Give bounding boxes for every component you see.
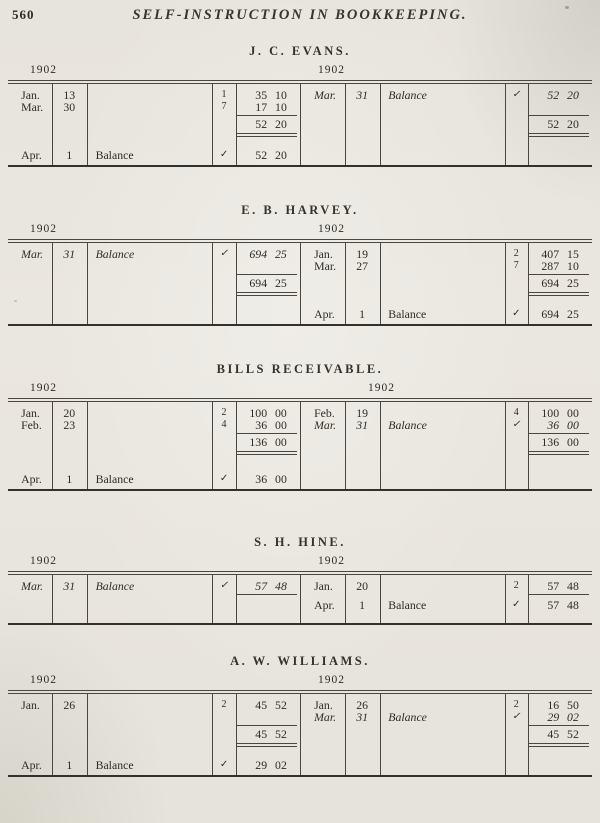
double-rule — [528, 451, 589, 455]
account-title: E. B. HARVEY. — [241, 203, 359, 217]
amount-cell: 36 00 — [547, 418, 579, 432]
description-cell — [380, 260, 505, 272]
day-cell: 1 — [66, 148, 73, 162]
description-cell: Balance — [95, 472, 134, 486]
month-cell: Feb. — [314, 406, 335, 420]
total-rule — [236, 594, 297, 595]
column-rule — [528, 84, 529, 165]
month-cell — [301, 277, 345, 290]
amount-cell: 694 25 — [541, 307, 579, 321]
page-header-title: SELF-INSTRUCTION IN BOOKKEEPING. — [132, 7, 468, 23]
amount-cell: 287 10 — [541, 259, 579, 273]
column-rule — [380, 402, 381, 489]
description-cell — [87, 101, 213, 113]
month-cell: Jan. — [21, 698, 40, 712]
folio-cell — [505, 728, 528, 741]
amount-cell: 136 00 — [541, 435, 579, 449]
total-rule — [236, 725, 297, 726]
year-row — [0, 674, 600, 689]
double-rule — [236, 133, 297, 137]
ledger-half-credit — [300, 575, 592, 623]
month-cell: Mar. — [21, 247, 44, 261]
description-cell — [380, 277, 505, 290]
total-rule — [528, 433, 589, 434]
total-rule — [236, 115, 297, 116]
description-cell: Balance — [95, 148, 134, 162]
column-rule — [505, 575, 506, 623]
column-rule — [345, 575, 346, 623]
day-cell: 31 — [63, 579, 76, 593]
amount-cell: 52 20 — [547, 88, 579, 102]
description-cell — [87, 699, 213, 711]
description-cell: Balance — [388, 88, 427, 102]
day-cell: 26 — [63, 698, 76, 712]
month-cell: Apr. — [21, 472, 42, 486]
year-row — [0, 382, 600, 397]
folio-cell: 2 — [221, 407, 227, 418]
day-cell — [345, 728, 380, 741]
column-rule — [380, 694, 381, 775]
account-title: A. W. WILLIAMS. — [230, 654, 370, 668]
ledger-half-debit — [8, 402, 300, 489]
amount-cell: 17 10 — [255, 100, 287, 114]
ledger-half-credit — [300, 84, 592, 165]
amount-cell: 57 48 — [547, 598, 579, 612]
total-rule — [528, 274, 589, 275]
month-cell — [8, 277, 52, 290]
day-cell: 31 — [356, 418, 368, 432]
column-rule — [505, 694, 506, 775]
folio-cell — [505, 436, 528, 449]
amount-cell: 694 25 — [249, 276, 287, 290]
column-rule — [236, 694, 237, 775]
amount-cell: 16 50 — [547, 698, 579, 712]
check-mark-icon: ✓ — [512, 419, 521, 430]
column-rule — [52, 84, 53, 165]
total-rule — [528, 594, 589, 595]
ledger-half-debit — [8, 694, 300, 775]
account-section — [0, 44, 600, 167]
check-mark-icon: ✓ — [512, 308, 521, 319]
folio-cell — [212, 728, 235, 741]
year-row — [0, 555, 600, 570]
month-cell: Apr. — [314, 307, 335, 321]
month-cell: Mar. — [314, 418, 337, 432]
amount-cell: 29 02 — [547, 710, 579, 724]
scan-speck — [565, 6, 569, 9]
day-cell: 23 — [63, 418, 76, 432]
column-rule — [87, 402, 88, 489]
double-rule — [528, 292, 589, 296]
ledger-halves — [8, 243, 592, 324]
ledger-table — [8, 690, 592, 777]
amount-cell: 57 48 — [547, 579, 579, 593]
column-rule — [345, 402, 346, 489]
folio-cell — [212, 118, 235, 131]
month-cell: Jan. — [314, 698, 333, 712]
column-rule — [212, 694, 213, 775]
check-mark-icon: ✓ — [512, 711, 521, 722]
year-label-right: 1902 — [368, 382, 395, 394]
year-row — [0, 64, 600, 79]
day-cell: 27 — [356, 259, 368, 273]
day-cell: 20 — [63, 406, 76, 420]
day-cell: 20 — [356, 579, 368, 593]
day-cell: 1 — [359, 307, 366, 321]
year-label-right: 1902 — [318, 555, 345, 567]
month-cell: Mar. — [314, 710, 337, 724]
description-cell: Balance — [95, 758, 134, 772]
amount-cell: 29 02 — [255, 758, 287, 772]
column-rule — [212, 575, 213, 623]
check-mark-icon: ✓ — [219, 248, 229, 259]
month-cell — [8, 436, 52, 449]
page-header — [0, 0, 600, 31]
day-cell: 31 — [356, 88, 368, 102]
description-cell: Balance — [95, 247, 135, 261]
folio-cell: 7 — [513, 260, 519, 271]
month-cell — [8, 118, 52, 131]
check-mark-icon: ✓ — [219, 473, 229, 484]
amount-cell: 45 52 — [547, 727, 579, 741]
folio-cell — [505, 277, 528, 290]
month-cell: Jan. — [314, 247, 333, 261]
double-rule — [236, 292, 297, 296]
total-rule — [236, 433, 297, 434]
description-cell — [87, 419, 213, 431]
ledger-half-debit — [8, 84, 300, 165]
amount-cell: 694 25 — [541, 276, 579, 290]
ledger-halves — [8, 694, 592, 775]
day-cell — [345, 118, 380, 131]
column-rule — [528, 402, 529, 489]
column-rule — [52, 575, 53, 623]
column-rule — [528, 243, 529, 324]
account-section — [0, 535, 600, 625]
amount-cell: 45 52 — [255, 698, 287, 712]
year-label-left: 1902 — [30, 223, 57, 235]
day-cell: 1 — [66, 472, 73, 486]
column-rule — [212, 243, 213, 324]
month-cell: Mar. — [314, 259, 337, 273]
column-rule — [505, 243, 506, 324]
year-label-left: 1902 — [30, 674, 57, 686]
double-rule — [528, 133, 589, 137]
amount-cell: 100 00 — [249, 406, 287, 420]
folio-cell: 2 — [513, 580, 519, 591]
amount-cell: 45 52 — [255, 727, 287, 741]
account-section — [0, 362, 600, 491]
description-cell — [380, 728, 505, 741]
description-cell — [87, 89, 213, 101]
ledger-table — [8, 571, 592, 625]
ledger-half-debit — [8, 243, 300, 324]
month-cell: Jan. — [314, 579, 333, 593]
day-cell: 30 — [63, 100, 76, 114]
amount-cell: 52 20 — [255, 117, 287, 131]
folio-cell: 2 — [221, 699, 227, 710]
day-cell: 19 — [356, 406, 368, 420]
year-row — [0, 223, 600, 238]
year-label-right: 1902 — [318, 674, 345, 686]
month-cell — [301, 436, 345, 449]
day-cell — [52, 118, 87, 131]
column-rule — [528, 694, 529, 775]
folio-cell — [212, 436, 235, 449]
check-mark-icon: ✓ — [219, 149, 229, 160]
amount-cell: 35 10 — [255, 88, 287, 102]
month-cell: Mar. — [314, 88, 337, 102]
year-label-right: 1902 — [318, 223, 345, 235]
year-label-right: 1902 — [318, 64, 345, 76]
year-label-left: 1902 — [30, 555, 57, 567]
amount-cell: 52 20 — [255, 148, 287, 162]
day-cell: 19 — [356, 247, 368, 261]
column-rule — [212, 402, 213, 489]
column-rule — [236, 402, 237, 489]
day-cell — [345, 277, 380, 290]
column-rule — [345, 84, 346, 165]
double-rule — [236, 743, 297, 747]
amount-cell: 136 00 — [249, 435, 287, 449]
ledger-half-credit — [300, 402, 592, 489]
folio-cell: 4 — [221, 419, 227, 430]
column-rule — [236, 84, 237, 165]
account-section — [0, 654, 600, 777]
folio-cell: 4 — [513, 407, 519, 418]
total-rule — [528, 725, 589, 726]
check-mark-icon: ✓ — [219, 759, 229, 770]
amount-cell: 57 48 — [255, 579, 287, 593]
column-rule — [212, 84, 213, 165]
ledger-accounts — [0, 44, 600, 777]
description-cell: Balance — [95, 579, 135, 593]
month-cell: Mar. — [21, 100, 44, 114]
ledger-table — [8, 80, 592, 167]
column-rule — [345, 243, 346, 324]
description-cell — [87, 277, 213, 290]
account-title: J. C. EVANS. — [249, 44, 351, 58]
amount-cell: 36 00 — [255, 418, 287, 432]
day-cell: 31 — [63, 247, 76, 261]
month-cell: Mar. — [21, 579, 44, 593]
column-rule — [380, 575, 381, 623]
description-cell: Balance — [388, 710, 427, 724]
day-cell: 26 — [356, 698, 368, 712]
day-cell — [52, 277, 87, 290]
day-cell — [345, 436, 380, 449]
total-rule — [236, 274, 297, 275]
column-rule — [505, 402, 506, 489]
day-cell: 1 — [66, 758, 73, 772]
description-cell — [380, 118, 505, 131]
folio-cell: 2 — [513, 248, 519, 259]
amount-cell: 694 25 — [249, 247, 287, 261]
description-cell — [87, 407, 213, 419]
check-mark-icon: ✓ — [219, 580, 229, 591]
account-title: BILLS RECEIVABLE. — [216, 362, 384, 376]
description-cell: Balance — [388, 307, 427, 321]
description-cell: Balance — [388, 598, 427, 612]
total-rule — [528, 115, 589, 116]
folio-cell — [505, 118, 528, 131]
description-cell: Balance — [388, 418, 427, 432]
amount-cell: 100 00 — [541, 406, 579, 420]
ledger-half-debit — [8, 575, 300, 623]
description-cell — [87, 436, 213, 449]
month-cell — [301, 118, 345, 131]
column-rule — [87, 84, 88, 165]
amount-cell: 52 20 — [547, 117, 579, 131]
column-rule — [87, 694, 88, 775]
column-rule — [505, 84, 506, 165]
column-rule — [52, 243, 53, 324]
double-rule — [236, 451, 297, 455]
ledger-table — [8, 239, 592, 326]
column-rule — [236, 243, 237, 324]
month-cell: Jan. — [21, 406, 40, 420]
column-rule — [236, 575, 237, 623]
column-rule — [87, 243, 88, 324]
check-mark-icon: ✓ — [512, 89, 521, 100]
month-cell — [301, 728, 345, 741]
month-cell: Jan. — [21, 88, 40, 102]
month-cell: Feb. — [21, 418, 42, 432]
description-cell — [380, 248, 505, 260]
description-cell — [380, 436, 505, 449]
column-rule — [52, 694, 53, 775]
double-rule — [528, 743, 589, 747]
account-title: S. H. HINE. — [254, 535, 346, 549]
column-rule — [52, 402, 53, 489]
scan-speck — [14, 300, 17, 302]
year-label-left: 1902 — [30, 382, 57, 394]
column-rule — [380, 243, 381, 324]
account-section — [0, 203, 600, 326]
amount-cell: 36 00 — [255, 472, 287, 486]
year-label-left: 1902 — [30, 64, 57, 76]
folio-cell: 7 — [221, 101, 227, 112]
description-cell — [380, 580, 505, 592]
folio-cell — [212, 277, 235, 290]
month-cell: Apr. — [21, 148, 42, 162]
column-rule — [528, 575, 529, 623]
ledger-halves — [8, 402, 592, 489]
ledger-half-credit — [300, 694, 592, 775]
page-number: 560 — [12, 7, 35, 22]
column-rule — [380, 84, 381, 165]
amount-cell: 407 15 — [541, 247, 579, 261]
ledger-half-credit — [300, 243, 592, 324]
ledger-halves — [8, 575, 592, 623]
day-cell: 13 — [63, 88, 76, 102]
day-cell — [52, 728, 87, 741]
description-cell — [87, 118, 213, 131]
day-cell: 1 — [359, 598, 366, 612]
ledger-table — [8, 398, 592, 491]
column-rule — [345, 694, 346, 775]
check-mark-icon: ✓ — [512, 599, 521, 610]
day-cell: 31 — [356, 710, 368, 724]
folio-cell: 1 — [221, 89, 227, 100]
month-cell: Apr. — [21, 758, 42, 772]
description-cell — [87, 728, 213, 741]
ledger-halves — [8, 84, 592, 165]
column-rule — [87, 575, 88, 623]
month-cell: Apr. — [314, 598, 335, 612]
month-cell — [8, 728, 52, 741]
day-cell — [52, 436, 87, 449]
folio-cell: 2 — [513, 699, 519, 710]
